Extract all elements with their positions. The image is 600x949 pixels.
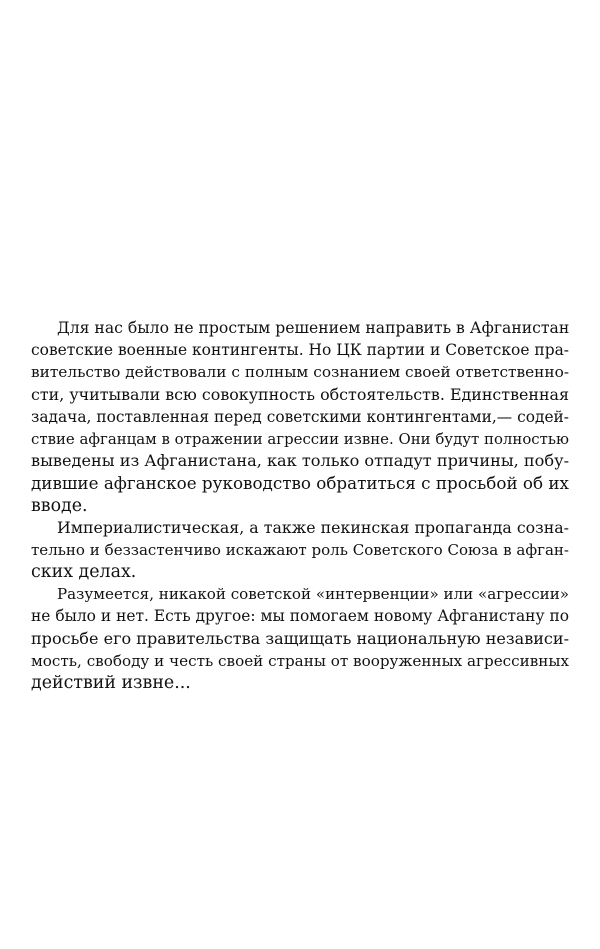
text-block xyxy=(31,317,569,694)
paragraph-3-line-5: действий извне... xyxy=(31,673,191,693)
paragraph-3-line-4: мость, свободу и честь своей страны от вооруженных агрессивных xyxy=(31,651,569,670)
paragraph-1-line-7: выведены из Афганистана, как только отпадут причины, побу- xyxy=(31,451,570,471)
paragraph-1-line-3: вительство действовали с полным сознанием своей ответственно- xyxy=(31,363,569,382)
paragraph-1-line-9: вводе. xyxy=(31,495,88,516)
paragraph-2-line-2: тельно и беззастенчиво искажают роль Советского Союза в афган- xyxy=(31,540,569,559)
paragraph-1-line-5: задача, поставленная перед советскими контингентами,— содей- xyxy=(31,407,569,426)
paragraph-1-line-2: советские военные контингенты. Но ЦК партии и Советское пра- xyxy=(31,341,569,360)
paragraph-1-line-4: сти, учитывали всю совокупность обстоятельств. Единственная xyxy=(31,384,569,404)
paragraph-3-line-1: Разумеется, никакой советской «интервенции» или «агрессии» xyxy=(57,585,570,604)
paragraph-1-line-6: ствие афганцам в отражении агрессии извне. Они будут полностью xyxy=(31,429,569,448)
paragraph-2-line-3: ских делах. xyxy=(31,562,137,583)
paragraph-3-line-3: просьбе его правительства защищать национальную независи- xyxy=(31,628,569,648)
paragraph-2-line-1: Империалистическая, а также пекинская пропаганда сознa- xyxy=(57,517,569,537)
paragraph-1-line-8: дившие афганское руководство обратиться с просьбой об их xyxy=(31,473,569,494)
paragraph-1-line-1: Для нас было не простым решением направить в Афганистан xyxy=(57,319,570,337)
paragraph-3-line-2: не было и нет. Есть другое: мы помогаем новому Афганистану по xyxy=(31,607,569,626)
